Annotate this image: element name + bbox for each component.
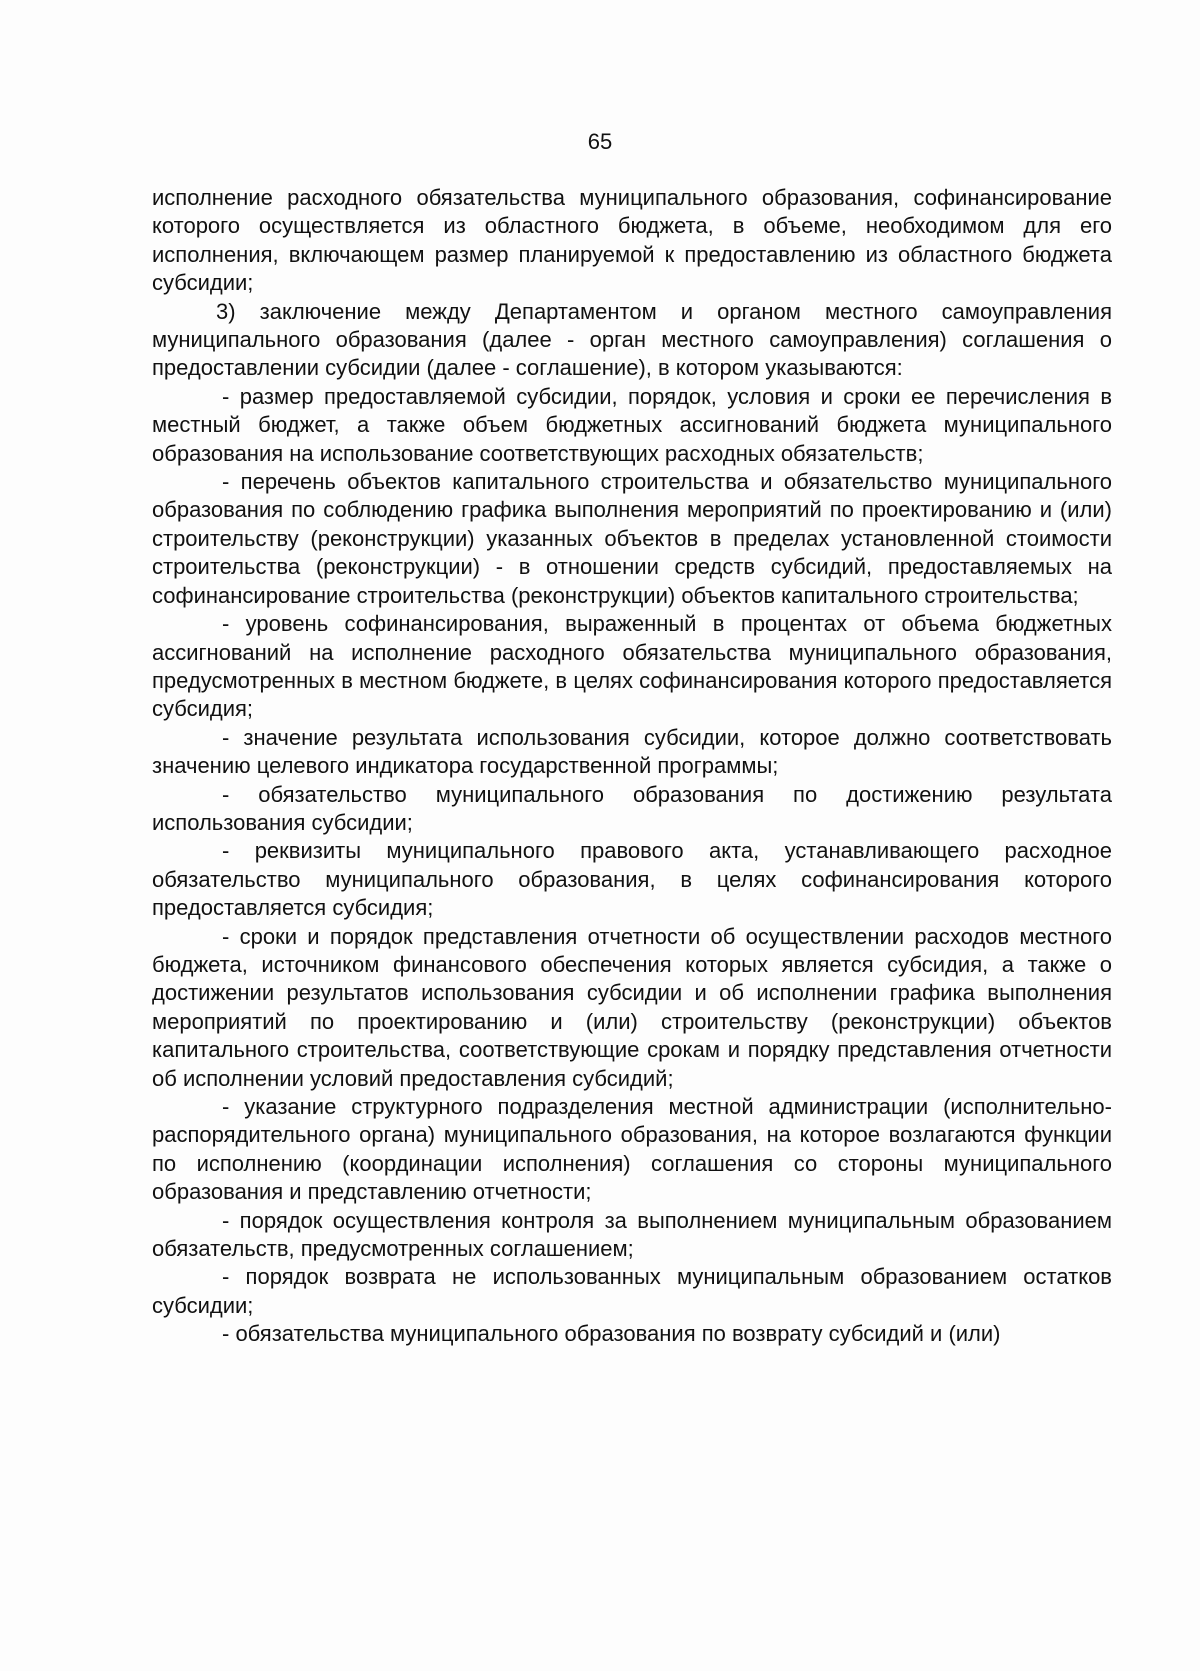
paragraph-item-3: 3) заключение между Департаментом и органом местного самоуправления муниципального образования (далее - орган местного самоуправления) соглашения о предоставлении субсидии (далее - соглашение), в котором указываются: [152,298,1112,381]
list-item: - реквизиты муниципального правового акта, устанавливающего расходное обязательство муниципального образования, в целях софинансирования которого предоставляется субсидия; [152,838,1112,921]
list-item: - порядок осуществления контроля за выполнением муниципальным образованием обязательств, предусмотренных соглашением; [152,1207,1112,1262]
list-item: - уровень софинансирования, выраженный в процентах от объема бюджетных ассигнований на исполнение расходного обязательства муниципального образования, предусмотренных в местном бюджете, в целях софинансирования которого предоставляется субсидия; [152,611,1112,722]
page-number: 65 [587,129,613,154]
list-item: - обязательства муниципального образования по возврату субсидий и (или) [222,1321,1001,1347]
list-item: - сроки и порядок представления отчетности об осуществлении расходов местного бюджета, источником финансового обеспечения которых является субсидия, а также о достижении результатов использования субсидии и об исполнении графика выполнения мероприятий по проектированию и (или) строительству (реконструкции) объектов капитального строительства, соответствующие срокам и порядку представления отчетности об исполнении условий предоставления субсидий; [152,923,1112,1091]
list-item: - значение результата использования субсидии, которое должно соответствовать значению целевого индикатора государственной программы; [152,724,1112,779]
list-item: - перечень объектов капитального строительства и обязательство муниципального образования по соблюдению графика выполнения мероприятий по проектированию и (или) строительству (реконструкции) указанных объектов в пределах установленной стоимости строительства (реконструкции) - в отношении средств субсидий, предоставляемых на софинансирование строительства (реконструкции) объектов капитального строительства; [152,469,1112,608]
list-item: - порядок возврата не использованных муниципальным образованием остатков субсидии; [152,1264,1112,1318]
paragraph-continuation: исполнение расходного обязательства муниципального образования, софинансирование которого осуществляется из областного бюджета, в объеме, необходимом для его исполнения, включающем размер планируемой к предоставлению из областного бюджета субсидии; [152,185,1112,296]
list-item: - обязательство муниципального образования по достижению результата использования субсидии; [152,781,1112,835]
list-item: - размер предоставляемой субсидии, порядок, условия и сроки ее перечисления в местный бюджет, а также объем бюджетных ассигнований бюджета муниципального образования на использование соответствующих расходных обязательств; [152,383,1112,466]
list-item: - указание структурного подразделения местной администрации (исполнительно-распорядительного органа) муниципального образования, на которое возлагаются функции по исполнению (координации исполнения) соглашения со стороны муниципального образования и представлению отчетности; [152,1094,1112,1205]
document-body [152,184,1112,1349]
